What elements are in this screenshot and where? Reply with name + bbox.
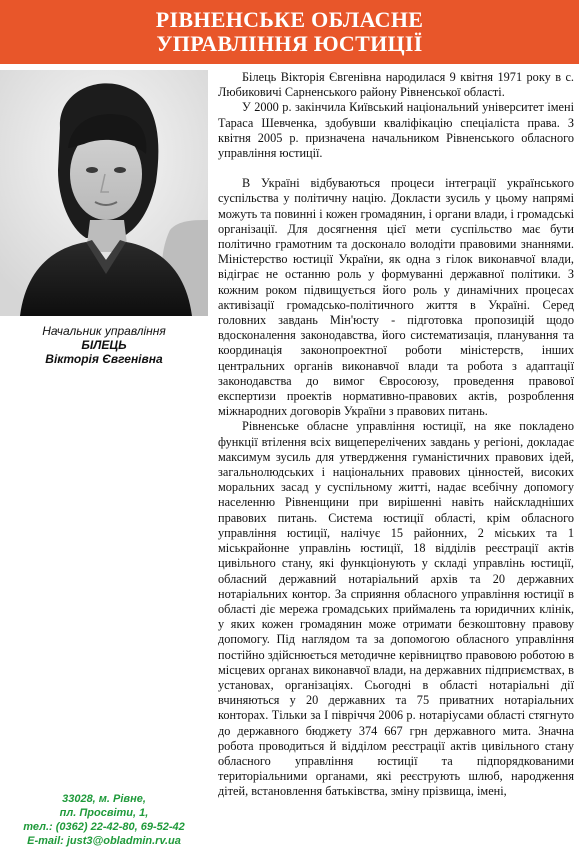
photo-caption: [0, 324, 208, 366]
header-line-2: УПРАВЛІННЯ ЮСТИЦІЇ: [156, 31, 423, 56]
address-email: E-mail: just3@obladmin.rv.ua: [27, 835, 181, 847]
caption-name: Вікторія Євгенівна: [45, 352, 163, 366]
caption-surname: БІЛЕЦЬ: [81, 338, 127, 352]
sidebar: [0, 70, 208, 867]
caption-position: Начальник управління: [42, 324, 166, 338]
page-header: [0, 0, 579, 64]
article-paragraph-department: Рівненське обласне управління юстиції, на яке покладено функції втілення всіх вищеперелічених завдань у регіоні, докладає максимум зусиль для утвердження гуманістичних правових ідей, загальнолюдських і національних правових цінностей, високих моральних засад у суспільному житті, надає всебічну допомогу населенню Рівненщини при вирішенні навіть найскладніших правових питань. Система юстиції області, крім обласного управління юстиції, налічує 15 районних, 2 міських та 1 міськрайонне управлінь юстиції, 18 відділів реєстрації актів цивільного стану, які функціонують у складі управлінь юстиції, обласний державний нотаріальний архів та 20 державних нотаріальних контор. За сприяння обласного управління юстиції в області діє мережа громадських приймалень та юридичних клінік, у яких кожен громадянин може отримати безкоштовну правову допомогу. Під наглядом та за допомогою обласного управління постійно здійснюється методичне керівництво правовою роботою в місцевих органах виконавчої влади, на державних підприємствах, в установах, організаціях. Сьогодні в області нотаріальні дії вчиняються у 20 державних та 75 приватних нотаріальних конторах. Тільки за І півріччя 2006 р. нотаріусами області стягнуто до державного бюджету 374 667 грн державного мита. Значна робота проводиться й відділом реєстрації актів цивільного стану обласного управління юстиції та підпорядкованими територіальними органами, які реєструють шлюб, народження дітей, встановлення батьківства, зміну прізвища, імені,: [218, 419, 574, 799]
address-phone: тел.: (0362) 22-42-80, 69-52-42: [23, 821, 185, 833]
address-line-1: 33028, м. Рівне,: [62, 793, 146, 805]
portrait-illustration: [0, 70, 208, 316]
article-body: [218, 70, 574, 867]
article-paragraph-education: У 2000 р. закінчила Київський національний університет імені Тараса Шевченка, здобувши кваліфікацію спеціаліста права. З квітня 2005 р. призначена начальником Рівненського обласного управління юстиції.: [218, 100, 574, 161]
article-paragraph-ministry: В Україні відбуваються процеси інтеграції українського суспільства у політичну націю. Докласти зусиль у цьому напрямі можуть та повинні і кожен громадянин, і органи влади, і громадські організації. Для досягнення цієї мети суспільство має бути політично грамотним та досконало володіти правовими знаннями. Міністерство юстиції України, як одна з гілок виконавчої влади, відіграє не останню роль у формуванні державної політики. З кожним роком підвищується його роль у динамічних процесах активізації громадсько-політичного життя в Україні. Серед головних завдань Мін'юсту - підготовка пропозицій щодо вдосконалення законодавства, його систематизація, планування та координація законопроектної роботи міністерств, інших центральних органів виконавчої влади та робота з адаптації законодавства до вимог Євросоюзу, проведення правової експертизи проектів нормативно-правових актів, розроблення міжнародних договорів України з правових питань.: [218, 176, 574, 419]
address-line-2: пл. Просвіти, 1,: [59, 807, 149, 819]
paragraph-spacer: [218, 161, 574, 176]
header-line-1: РІВНЕНСЬКЕ ОБЛАСНЕ: [155, 7, 424, 32]
contact-address: [0, 792, 208, 848]
portrait-photo: [0, 70, 208, 316]
article-paragraph-bio: Білець Вікторія Євгенівна народилася 9 квітня 1971 року в с. Любиковичі Сарненського району Рівненської області.: [218, 70, 574, 100]
